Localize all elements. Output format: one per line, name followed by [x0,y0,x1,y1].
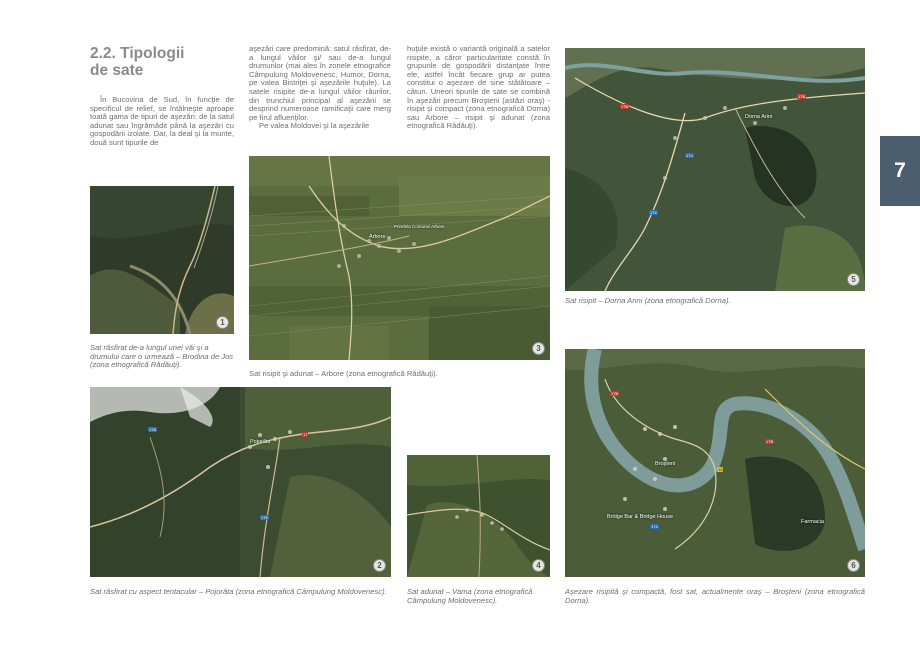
text-column-2 [249,45,391,131]
figure-number-badge: 4 [532,559,545,572]
aerial-photo-3 [249,156,550,360]
paragraph: huţule există o variantă originală a satelor risipite, a căror particularitate constă în grupurile de gospodării distanţate între ele, astfel încât fiecare grup ar putea constitui o aşezare de sine stătătoare – cătun. Uneori tipurile de sate se combină în aşezări precum Broşteni (astăzi oraş) - risipit şi compact (zona etnografică Dorna) sau Arbore – risipit şi adunat (zona etnografică Rădăuţi). [407,44,550,131]
paragraph: Pe valea Moldovei şi la aşezările [259,121,370,131]
aerial-photo-1 [90,186,234,334]
figure-number-badge: 3 [532,342,545,355]
map-label: Arbore [369,234,386,240]
figure-number-badge: 1 [216,316,229,329]
road-shield: 174 [650,210,657,215]
road-shield: 15 [718,467,723,472]
aerial-photo-5 [565,48,865,291]
figure-number-badge: 5 [847,273,860,286]
aerial-photo-2 [90,387,391,577]
road-shield: 17B [766,439,774,444]
map-label: Dorna Arini [745,114,773,120]
map-label: Broşteni [655,461,676,467]
map-label: Bridge Bar & Bridge House [607,514,674,520]
figure-number-badge: 6 [847,559,860,572]
paragraph: aşezări care predomină: satul răsfirat, de-a lungul văilor şi/ sau de-a lungul drumurilor (mai ales în zonele etnografice Câmpulung Moldovenesc, Humor, Dorna, pe valea Bistriţei şi aşezările huţule). La satele risipite de-a lungul văilor râurilor, din trunchiul principal al aşezării se desprind numeroase ramificaţii care merg pe firul afluenţilor. [249,44,391,122]
figure-caption: Sat răsfirat cu aspect tentacular – Pojorâta (zona etnografică Câmpulung Moldovenesc). [90,587,387,596]
figure-caption: Sat risipit şi adunat – Arbore (zona etnografică Rădăuţi). [249,369,438,378]
figure-number-badge: 2 [373,559,386,572]
figure-caption: Aşezare risipită şi compactă, fost sat, actualmente oraş – Broşteni (zona etnografică Dorna). [565,587,865,605]
figure-caption: Sat adunat – Vama (zona etnografică Câmpulung Moldovenesc). [407,587,533,605]
map-label: Farmacia [801,519,824,525]
paragraph: În Bucovina de Sud, în funcţie de specificul de relief, se întâlneşte aproape toată gama de tipuri de aşezări: de la satul adunat sau îngrămădit până la aşezări cu gospodării izolate. Dar, la deal şi la munte, două sunt tipurile de [90,95,234,147]
road-shield: 174 [686,153,693,158]
road-shield: 17B [798,94,806,99]
figure-caption: Sat risipit – Dorna Arini (zona etnografică Dorna). [565,296,731,305]
chapter-tab: 7 [880,136,920,206]
text-column-1 [90,96,234,148]
road-shield: 17B [621,104,629,109]
figure-caption: Sat răsfirat de-a lungul unei văi şi a drumului care o urmează – Brodina de Jos (zona etnografică Rădăuţi). [90,343,234,370]
road-shield: 17A [149,427,157,432]
map-label: Primăria Comunei Arbore [394,224,445,229]
aerial-photo-4 [407,455,550,577]
aerial-photo-6 [565,349,865,577]
section-title: 2.2. Tipologii de sate [90,45,185,79]
map-label: Pojorâta [250,439,271,445]
road-shield: 17 [303,432,308,437]
road-shield: 17B [611,391,619,396]
road-shield: 174 [651,524,658,529]
road-shield: 175 [261,515,268,520]
text-column-3 [407,45,550,131]
